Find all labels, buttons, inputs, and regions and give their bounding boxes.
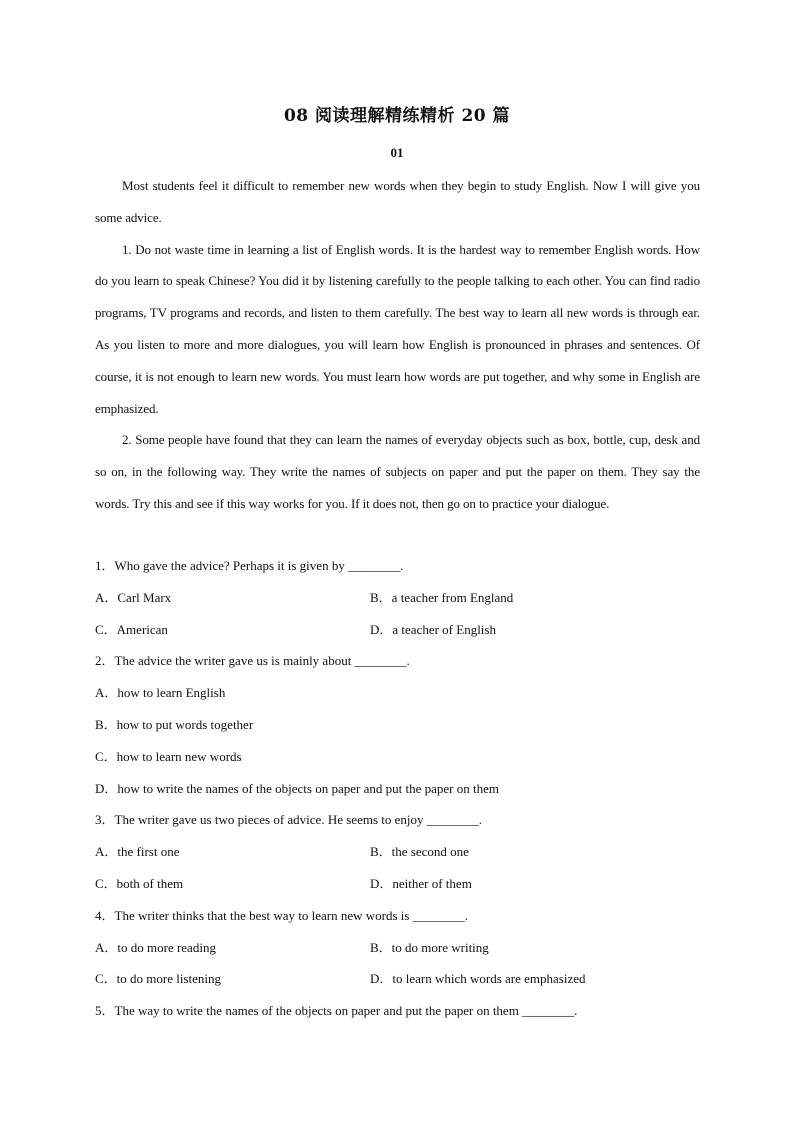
option-a: A．Carl Marx [95,589,172,605]
option-d: D．a teacher of English [370,621,496,637]
question-stem: 2．The advice the writer gave us is mainly about ________. [95,653,410,669]
question-stem: 4．The writer thinks that the best way to learn new words is ________. [95,907,468,923]
option-row [95,836,700,868]
option-c: C．American [95,621,168,637]
option-b: B．a teacher from England [370,589,514,605]
document-title: 08 阅读理解精练精析 20 篇 [283,106,511,126]
question-stem: 3．The writer gave us two pieces of advice. He seems to enjoy ________. [95,812,483,828]
passage-paragraph: Most students feel it difficult to remember new words when they begin to study English. Now I will give you some advice. [95,178,700,225]
option-a: A．to do more reading [95,939,216,955]
option-d: D．how to write the names of the objects on paper and put the paper on them [95,780,499,796]
option-b: B．the second one [370,844,469,860]
option-row [95,932,700,964]
option-c: C．to do more listening [95,971,222,987]
option-a: A．the first one [95,844,180,860]
option-row [95,963,700,995]
option-c: C．both of them [95,875,184,891]
reading-passage [95,170,700,520]
option-d: D．neither of them [370,875,472,891]
option-a: A．how to learn English [95,685,226,701]
option-row [95,868,700,900]
question-stem: 1．Who gave the advice? Perhaps it is given by ________. [95,558,404,573]
option-b: B．to do more writing [370,939,489,955]
option-c: C．how to learn new words [95,748,242,764]
option-d: D．to learn which words are emphasized [370,971,586,987]
option-b: B．how to put words together [95,716,254,732]
question-stem: 5．The way to write the names of the objects on paper and put the paper on them ________. [95,1003,578,1019]
passage-number: 01 [390,145,404,160]
option-row [95,582,700,614]
passage-paragraph: 1. Do not waste time in learning a list of English words. It is the hardest way to remember English words. How do you learn to speak Chinese? You did it by listening carefully to the people talking to each other. You can find radio programs, TV programs and records, and listen to them carefully. The best way to learn all new words is through ear. As you listen to more and more dialogues, you will learn how English is pronounced in phrases and sentences. Of course, it is not enough to learn new words. You must learn how words are put together, and why some in English are emphasized. [95,241,700,416]
question-list [95,550,700,1027]
passage-paragraph: 2. Some people have found that they can learn the names of everyday objects such as box, bottle, cup, desk and so on, in the following way. They write the names of subjects on paper and put the paper on them. They say the words. Try this and see if this way works for you. If it does not, then go on to practice your dialogue. [95,432,700,511]
option-row [95,614,700,646]
